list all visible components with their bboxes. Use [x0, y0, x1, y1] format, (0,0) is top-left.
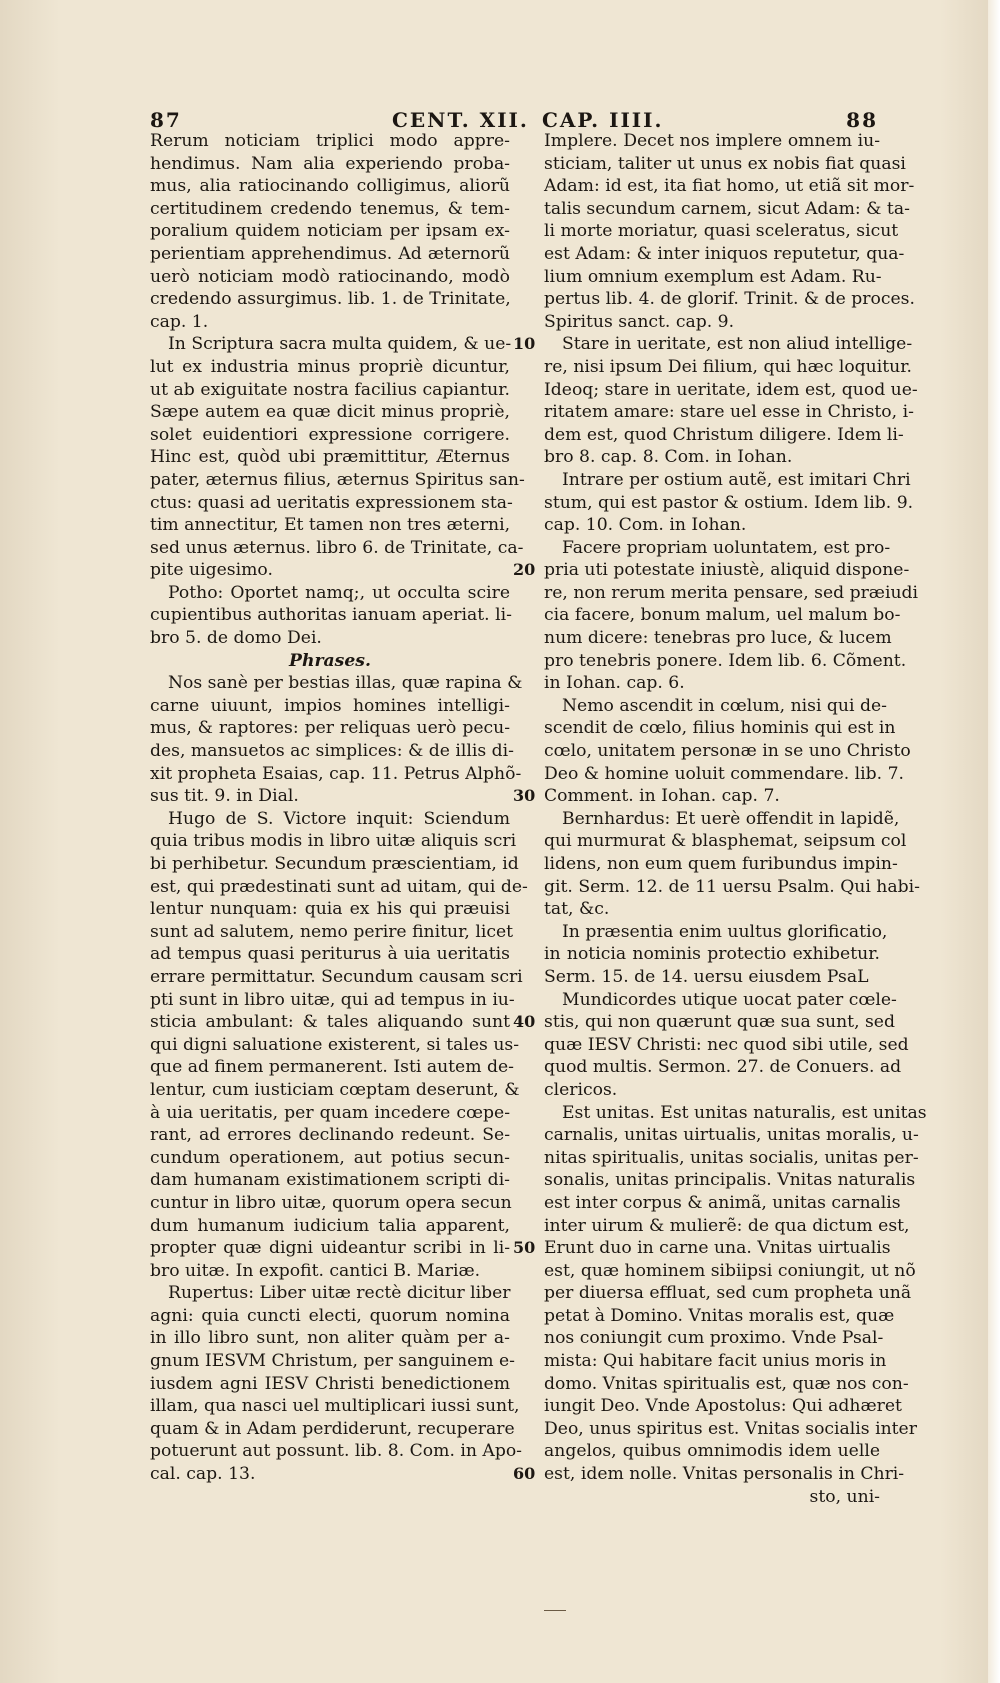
- text-line: re, non rerum merita pensare, sed præiudi: [544, 582, 919, 603]
- text-line: Erunt duo in carne una. Vnitas uirtualis: [544, 1238, 891, 1259]
- right-page-number: 88: [846, 108, 878, 132]
- text-line: dem est, quod Christum diligere. Idem li-: [544, 424, 904, 445]
- text-line: Adam: id est, ita fiat homo, ut etiã sit mor-: [544, 176, 915, 197]
- text-line: lentur, cum iusticiam cœptam deserunt, &: [150, 1079, 520, 1100]
- text-line: in illo libro sunt, non aliter quàm per a-: [150, 1328, 510, 1349]
- text-line: talis secundum carnem, sicut Adam: & ta-: [544, 198, 910, 219]
- text-line: Phrases.: [289, 650, 371, 671]
- text-line: que ad finem permanerent. Isti autem de-: [150, 1057, 514, 1078]
- text-line: stum, qui est pastor & ostium. Idem lib. 9.: [544, 492, 914, 513]
- text-line: petat à Domino. Vnitas moralis est, quæ: [544, 1305, 895, 1326]
- text-line: mus, alia ratiocinando colligimus, aliorũ: [150, 176, 510, 197]
- text-line: bi perhibetur. Secundum præscientiam, id: [150, 854, 519, 874]
- text-line: Comment. in Iohan. cap. 7.: [544, 786, 780, 807]
- text-line: in noticia nominis protectio exhibetur.: [544, 944, 880, 965]
- text-line: Stare in ueritate, est non aliud intellige-: [562, 334, 913, 355]
- text-line: quod multis. Sermon. 27. de Conuers. ad: [544, 1057, 902, 1078]
- text-line: Bernhardus: Et uerè offendit in lapidẽ,: [562, 808, 900, 829]
- line-number: 60: [513, 1464, 536, 1484]
- text-line: quæ IESV Christi: nec quod sibi utile, sed: [544, 1034, 909, 1055]
- text-line: nitas spiritualis, unitas socialis, unitas per-: [544, 1147, 919, 1168]
- running-title-left: CENT. XII.: [392, 108, 529, 132]
- text-line: lut ex industria minus propriè dicuntur,: [150, 356, 510, 377]
- line-number: 10: [513, 334, 536, 354]
- text-line: quam & in Adam perdiderunt, recuperare: [150, 1418, 515, 1439]
- text-line: uerò noticiam modò ratiocinando, modò: [150, 266, 510, 287]
- page-edge: [988, 0, 1000, 1683]
- text-line: Intrare per ostium autẽ, est imitari Chri: [562, 469, 911, 490]
- text-line: ad tempus quasi periturus à uia ueritatis: [150, 944, 510, 965]
- text-line: Ideoq; stare in ueritate, idem est, quod ue-: [544, 379, 918, 400]
- text-line: Rerum noticiam triplici modo appre-: [150, 131, 510, 151]
- text-line: pro tenebris ponere. Idem lib. 6. Cõment.: [544, 650, 907, 671]
- text-line: cia facere, bonum malum, uel malum bo-: [544, 605, 901, 626]
- line-number: 20: [513, 560, 536, 580]
- text-line: perientiam apprehendimus. Ad æternorũ: [150, 243, 510, 264]
- text-line: pater, æternus filius, æternus Spiritus san-: [150, 469, 525, 490]
- text-line: cuntur in libro uitæ, quorum opera secun: [150, 1192, 512, 1213]
- right-text-column: [544, 130, 927, 1508]
- text-line: num dicere: tenebras pro luce, & lucem: [544, 628, 892, 649]
- text-line: bro 8. cap. 8. Com. in Iohan.: [544, 447, 793, 468]
- text-line: nos coniungit cum proximo. Vnde Psal-: [544, 1328, 884, 1349]
- text-line: lium omnium exemplum est Adam. Ru-: [544, 266, 882, 287]
- text-line: stis, qui non quærunt quæ sua sunt, sed: [544, 1012, 895, 1033]
- text-line: illam, qua nasci uel multiplicari iussi sunt,: [150, 1396, 520, 1417]
- text-line: poralium quidem noticiam per ipsam ex-: [150, 221, 510, 242]
- text-line: cundum operationem, aut potius secun-: [150, 1147, 510, 1168]
- text-line: git. Serm. 12. de 11 uersu Psalm. Qui habi-: [544, 876, 920, 897]
- text-line: est Adam: & inter iniquos reputetur, qua-: [544, 243, 905, 264]
- text-line: scendit de cœlo, filius hominis qui est in: [544, 718, 896, 739]
- running-title-right: CAP. IIII.: [542, 108, 664, 132]
- text-line: certitudinem credendo tenemus, & tem-: [150, 198, 510, 219]
- text-line: propter quæ digni uideantur scribi in li-: [150, 1238, 510, 1259]
- text-line: Hinc est, quòd ubi præmittitur, Æternus: [150, 447, 510, 468]
- text-line: bro uitæ. In expofit. cantici B. Mariæ.: [150, 1260, 481, 1281]
- left-page-number: 87: [150, 108, 182, 132]
- text-line: in Iohan. cap. 6.: [544, 673, 685, 694]
- text-line: tat, &c.: [544, 899, 610, 920]
- text-line: potuerunt aut possunt. lib. 8. Com. in Apo-: [150, 1441, 522, 1462]
- text-line: sticia ambulant: & tales aliquando sunt: [150, 1012, 510, 1033]
- text-line: Rupertus: Liber uitæ rectè dicitur liber: [168, 1283, 511, 1304]
- text-line: pria uti potestate iniustè, aliquid dispone-: [544, 560, 910, 581]
- text-line: qui murmurat & blasphemat, seipsum col: [544, 831, 907, 852]
- text-line: Potho: Oportet namq;, ut occulta scire: [168, 582, 510, 603]
- text-line: angelos, quibus omnimodis idem uelle: [544, 1441, 880, 1462]
- line-number: 50: [513, 1238, 536, 1258]
- line-number: 40: [513, 1012, 536, 1032]
- text-line: re, nisi ipsum Dei filium, qui hæc loquitur.: [544, 356, 913, 377]
- text-line: cœlo, unitatem personæ in se uno Christo: [544, 741, 911, 762]
- text-line: per diuersa effluat, sed cum propheta unã: [544, 1283, 912, 1304]
- text-line: Serm. 15. de 14. uersu eiusdem PsaL: [544, 966, 869, 987]
- text-line: qui digni saluatione existerent, si tales us-: [150, 1034, 520, 1055]
- catchword-rule: [544, 1610, 566, 1611]
- text-line: iusdem agni IESV Christi benedictionem: [150, 1373, 510, 1394]
- text-line: gnum IESVM Christum, per sanguinem e-: [150, 1351, 515, 1372]
- text-line: agni: quia cuncti electi, quorum nomina: [150, 1305, 510, 1326]
- text-line: Nemo ascendit in cœlum, nisi qui de-: [562, 695, 887, 716]
- text-line: sto, uni-: [809, 1486, 880, 1507]
- text-line: sticiam, taliter ut unus ex nobis fiat quasi: [544, 153, 906, 174]
- text-line: errare permittatur. Secundum causam scri: [150, 966, 523, 987]
- text-line: ctus: quasi ad ueritatis expressionem sta-: [150, 492, 513, 513]
- text-line: bro 5. de domo Dei.: [150, 628, 322, 649]
- text-line: des, mansuetos ac simplices: & de illis di-: [150, 741, 514, 762]
- text-line: Mundicordes utique uocat pater cœle-: [562, 989, 897, 1010]
- text-line: sonalis, unitas principalis. Vnitas naturalis: [544, 1170, 916, 1191]
- text-line: Deo, unus spiritus est. Vnitas socialis inter: [544, 1418, 917, 1439]
- text-line: credendo assurgimus. lib. 1. de Trinitate,: [150, 289, 511, 310]
- text-line: clericos.: [544, 1079, 618, 1100]
- line-number: 30: [513, 786, 536, 806]
- text-line: xit propheta Esaias, cap. 11. Petrus Alphõ-: [150, 763, 522, 784]
- text-line: est, idem nolle. Vnitas personalis in Chri-: [544, 1464, 905, 1485]
- text-line: iungit Deo. Vnde Apostolus: Qui adhæret: [544, 1396, 902, 1417]
- text-line: sus tit. 9. in Dial.: [150, 786, 299, 807]
- text-line: Hugo de S. Victore inquit: Sciendum: [168, 808, 510, 829]
- text-line: In Scriptura sacra multa quidem, & ue-: [168, 334, 512, 355]
- text-line: Spiritus sanct. cap. 9.: [544, 311, 735, 332]
- text-line: hendimus. Nam alia experiendo proba-: [150, 153, 510, 174]
- text-line: mus, & raptores: per reliquas uerò pecu-: [150, 718, 510, 739]
- text-line: quia tribus modis in libro uitæ aliquis scri: [150, 831, 517, 852]
- text-line: tim annectitur, Et tamen non tres æterni,: [150, 515, 511, 536]
- text-line: Implere. Decet nos implere omnem iu-: [544, 131, 880, 151]
- text-line: à uia ueritatis, per quam incedere cœpe-: [150, 1102, 510, 1123]
- text-line: domo. Vnitas spiritualis est, quæ nos con-: [544, 1373, 909, 1394]
- text-line: sunt ad salutem, nemo perire finitur, licet: [150, 921, 514, 942]
- text-line: dum humanum iudicium talia apparent,: [150, 1215, 510, 1236]
- text-line: ut ab exiguitate nostra facilius capiantur.: [150, 379, 510, 400]
- text-line: cap. 10. Com. in Iohan.: [544, 515, 747, 536]
- text-line: Est unitas. Est unitas naturalis, est unitas: [562, 1102, 927, 1123]
- text-line: est, quæ hominem sibiipsi coniungit, ut nõ: [544, 1260, 916, 1281]
- text-line: est inter corpus & animã, unitas carnalis: [544, 1192, 901, 1213]
- text-line: Deo & homine uoluit commendare. lib. 7.: [544, 763, 904, 784]
- text-line: solet euidentiori expressione corrigere.: [150, 424, 510, 445]
- text-line: lidens, non eum quem furibundus impin-: [544, 854, 898, 874]
- text-line: cap. 1.: [150, 311, 209, 332]
- text-line: pite uigesimo.: [150, 560, 273, 581]
- text-line: cal. cap. 13.: [150, 1464, 256, 1485]
- text-line: carnalis, unitas uirtualis, unitas moralis, u-: [544, 1125, 919, 1146]
- text-line: dam humanam existimationem scripti di-: [150, 1170, 510, 1191]
- text-line: lentur nunquam: quia ex his qui præuisi: [150, 899, 510, 920]
- text-line: In præsentia enim uultus glorificatio,: [562, 921, 888, 942]
- text-line: Nos sanè per bestias illas, quæ rapina &: [168, 673, 523, 694]
- text-line: rant, ad errores declinando redeunt. Se-: [150, 1125, 510, 1146]
- text-line: pti sunt in libro uitæ, qui ad tempus in iu-: [150, 989, 515, 1010]
- text-line: mista: Qui habitare facit unius moris in: [544, 1351, 887, 1372]
- text-line: carne uiuunt, impios homines intelligi-: [150, 695, 510, 716]
- text-line: Sæpe autem ea quæ dicit minus propriè,: [150, 402, 510, 423]
- text-line: sed unus æternus. libro 6. de Trinitate, ca-: [150, 537, 524, 558]
- text-line: li morte moriatur, quasi sceleratus, sicut: [544, 221, 899, 242]
- text-line: inter uirum & mulierẽ: de qua dictum est,: [544, 1215, 910, 1236]
- text-line: Facere propriam uoluntatem, est pro-: [562, 537, 891, 558]
- text-line: est, qui prædestinati sunt ad uitam, qui de-: [150, 876, 528, 897]
- text-line: pertus lib. 4. de glorif. Trinit. & de proces.: [544, 289, 915, 310]
- text-line: ritatem amare: stare uel esse in Christo, i-: [544, 402, 914, 423]
- text-line: cupientibus authoritas ianuam aperiat. li-: [150, 605, 512, 626]
